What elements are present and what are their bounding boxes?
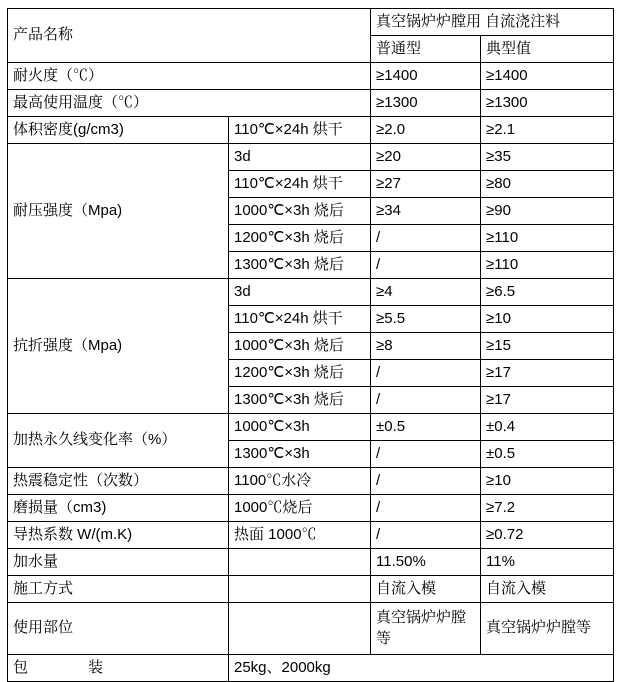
- test-condition: 1300℃×3h 烧后: [229, 387, 371, 414]
- test-condition: 1000℃×3h 烧后: [229, 198, 371, 225]
- table-row: [8, 603, 614, 655]
- value-ordinary: ≥2.0: [371, 117, 481, 144]
- spec-label: 施工方式: [8, 576, 229, 603]
- value-ordinary: /: [371, 387, 481, 414]
- value-ordinary: /: [371, 522, 481, 549]
- test-condition: [229, 603, 371, 655]
- value-ordinary: ≥1300: [371, 90, 481, 117]
- product-name-label: 产品名称: [8, 9, 371, 63]
- value-ordinary: ≥4: [371, 279, 481, 306]
- table-row: [8, 468, 614, 495]
- value-typical: ≥35: [481, 144, 614, 171]
- value-ordinary: 自流入模: [371, 576, 481, 603]
- value-typical: ±0.5: [481, 441, 614, 468]
- value-typical: ≥10: [481, 468, 614, 495]
- value-typical: ≥1400: [481, 63, 614, 90]
- spec-label: 包 装: [8, 655, 229, 682]
- spec-label: 抗折强度（Mpa): [8, 279, 229, 414]
- test-condition: 热面 1000℃: [229, 522, 371, 549]
- table-row: [8, 279, 614, 306]
- value-ordinary: /: [371, 441, 481, 468]
- value-ordinary: /: [371, 360, 481, 387]
- column-header-typical: 典型值: [481, 36, 614, 63]
- test-condition: 3d: [229, 144, 371, 171]
- spec-label: 耐压强度（Mpa): [8, 144, 229, 279]
- test-condition: 1300℃×3h 烧后: [229, 252, 371, 279]
- table-row: [8, 495, 614, 522]
- test-condition: 1000℃×3h 烧后: [229, 333, 371, 360]
- spec-label: 热震稳定性（次数）: [8, 468, 229, 495]
- value-typical: 真空锅炉炉膛等: [481, 603, 614, 655]
- value-typical: ≥7.2: [481, 495, 614, 522]
- value-ordinary: 真空锅炉炉膛等: [371, 603, 481, 655]
- test-condition: 3d: [229, 279, 371, 306]
- spec-label: 耐火度（℃）: [8, 63, 371, 90]
- spec-label: 体积密度(g/cm3): [8, 117, 229, 144]
- value-typical: ≥90: [481, 198, 614, 225]
- table-row: [8, 117, 614, 144]
- table-row: [8, 9, 614, 36]
- value-typical: ≥110: [481, 225, 614, 252]
- value-typical: ≥15: [481, 333, 614, 360]
- value-ordinary: ≥27: [371, 171, 481, 198]
- spec-label: 加水量: [8, 549, 229, 576]
- value-typical: 自流入模: [481, 576, 614, 603]
- value-typical: ≥80: [481, 171, 614, 198]
- table-row: [8, 144, 614, 171]
- test-condition: 1200℃×3h 烧后: [229, 225, 371, 252]
- test-condition: [229, 576, 371, 603]
- value-typical: ≥6.5: [481, 279, 614, 306]
- product-spec-table: [7, 8, 614, 682]
- page: [0, 8, 617, 676]
- value-ordinary: ≥20: [371, 144, 481, 171]
- value-typical: ≥2.1: [481, 117, 614, 144]
- table-row: [8, 549, 614, 576]
- spec-label: 加热永久线变化率（%）: [8, 414, 229, 468]
- test-condition: 110℃×24h 烘干: [229, 117, 371, 144]
- value-typical: ≥0.72: [481, 522, 614, 549]
- value-typical: ≥1300: [481, 90, 614, 117]
- table-row: [8, 90, 614, 117]
- test-condition: 110℃×24h 烘干: [229, 171, 371, 198]
- value-ordinary: /: [371, 252, 481, 279]
- value-typical: 11%: [481, 549, 614, 576]
- value-ordinary: 11.50%: [371, 549, 481, 576]
- value-ordinary: ≥34: [371, 198, 481, 225]
- spec-label: 磨损量（cm3): [8, 495, 229, 522]
- value-typical: ≥110: [481, 252, 614, 279]
- value-typical: ≥10: [481, 306, 614, 333]
- table-row: [8, 414, 614, 441]
- test-condition: 110℃×24h 烘干: [229, 306, 371, 333]
- value-ordinary: ±0.5: [371, 414, 481, 441]
- column-header-ordinary: 普通型: [371, 36, 481, 63]
- spec-table-body: [8, 9, 614, 682]
- value-ordinary: ≥5.5: [371, 306, 481, 333]
- value-typical: ≥17: [481, 387, 614, 414]
- test-condition: 1000℃×3h: [229, 414, 371, 441]
- spec-label: 导热系数 W/(m.K): [8, 522, 229, 549]
- product-name-value: 真空锅炉炉膛用 自流浇注料: [371, 9, 614, 36]
- test-condition: 1000℃烧后: [229, 495, 371, 522]
- table-row: [8, 63, 614, 90]
- test-condition: [229, 549, 371, 576]
- test-condition: 1200℃×3h 烧后: [229, 360, 371, 387]
- test-condition: 1100℃水冷: [229, 468, 371, 495]
- table-row: [8, 522, 614, 549]
- table-row: [8, 576, 614, 603]
- spec-label: 最高使用温度（℃）: [8, 90, 371, 117]
- value-ordinary: ≥1400: [371, 63, 481, 90]
- value-ordinary: ≥8: [371, 333, 481, 360]
- value-ordinary: /: [371, 225, 481, 252]
- value-ordinary: /: [371, 495, 481, 522]
- value-typical: ≥17: [481, 360, 614, 387]
- value-typical: ±0.4: [481, 414, 614, 441]
- value-ordinary: /: [371, 468, 481, 495]
- spec-label: 使用部位: [8, 603, 229, 655]
- test-condition: 1300℃×3h: [229, 441, 371, 468]
- table-row: [8, 655, 614, 682]
- packaging-value: 25kg、2000kg: [229, 655, 614, 682]
